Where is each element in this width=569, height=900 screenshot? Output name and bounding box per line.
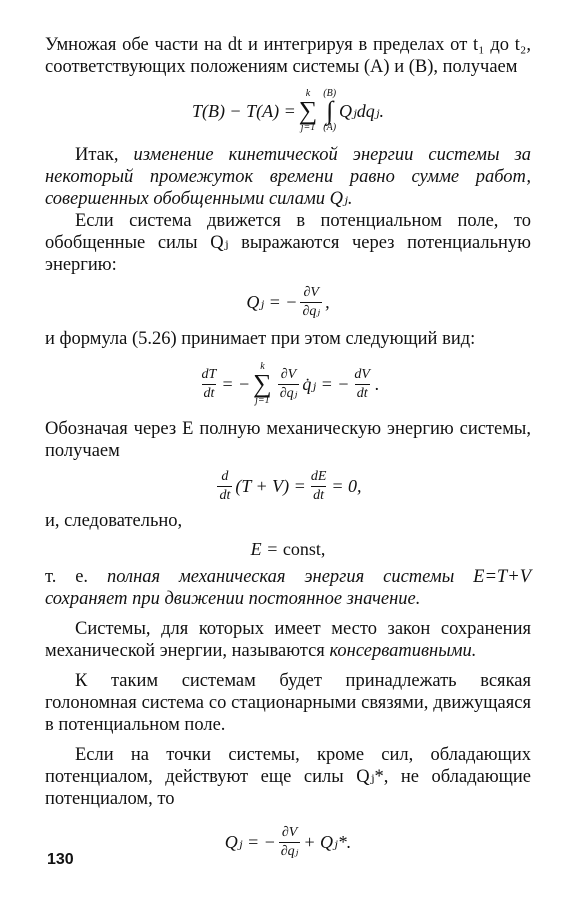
numerator: d — [221, 468, 229, 484]
numerator: ∂V — [303, 284, 319, 300]
page-number: 130 — [47, 851, 74, 868]
sum-upper-limit: k — [305, 88, 311, 99]
numerator: dE — [310, 468, 327, 484]
paragraph-formula-form: и формула (5.26) принимает при этом следующий вид: — [45, 329, 476, 349]
equation-lhs: Qⱼ = − — [246, 292, 298, 312]
conclusion-lead: Итак, — [75, 145, 119, 165]
fraction — [300, 286, 322, 319]
numerator: ∂V — [281, 824, 298, 840]
conclusion-italic: изменение кинетической энергии системы за некоторый промежуток времени равно сумме работ, совершенных обобщенными силами Qⱼ. — [45, 145, 531, 209]
fraction — [217, 470, 232, 503]
paragraph-potential-field: Если система движется в потенциальном поле, то обобщенные силы Qⱼ выражаются через потенциальную энергию: — [45, 211, 531, 275]
sum-symbol: ∑ — [298, 96, 318, 125]
equation-rhs: const, — [282, 539, 326, 559]
fraction — [309, 470, 329, 503]
paragraph-nonpotential-forces: Если на точки системы, кроме сил, обладающих потенциалом, действуют еще силы Qⱼ*, не обладающие потенциалом, то — [45, 745, 531, 809]
equation-energy-conservation — [45, 462, 531, 510]
fraction — [352, 368, 372, 401]
equation-tail: . — [374, 374, 380, 394]
statement-italic: полная механическая энергия системы E=T+V сохраняет при движении постоянное значение. — [45, 567, 532, 609]
sum-lower-limit: j=1 — [255, 395, 270, 406]
denominator: dt — [203, 385, 215, 401]
equation-tail: + Qⱼ*. — [303, 832, 352, 852]
equation-lhs: T(B) − T(A) = — [191, 101, 296, 121]
denominator: dt — [356, 385, 368, 401]
equation-operator: (T + V) = — [235, 476, 306, 496]
equation-energy-change — [45, 78, 531, 144]
paragraph-intro: Умножая обе части на dt и интегрируя в пределах от t₁ до t₂, соответствующих положениям системы (A) и (B), получаем — [45, 35, 531, 77]
denominator: ∂qⱼ — [279, 385, 298, 401]
definition-text: Системы, для которых имеет место закон сохранения механической энергии, называются — [45, 619, 531, 661]
paragraph-holonomic: К таким системам будет принадлежать всякая голономная система со стационарными связями, движущаяся в потенциальном поле. — [45, 671, 531, 735]
equation-energy-derivative — [45, 350, 531, 418]
integral-upper-limit: (B) — [323, 88, 337, 99]
paragraph-total-energy: Обозначая через E полную механическую энергию системы, получаем — [45, 419, 531, 461]
numerator: dT — [201, 366, 217, 382]
equation-generalized-force — [45, 276, 531, 328]
sum-upper-limit: k — [260, 361, 265, 372]
numerator: dV — [354, 366, 370, 382]
fraction — [200, 368, 219, 401]
paragraph-conservative-systems — [45, 618, 531, 662]
sum-lower-limit: j=1 — [300, 122, 316, 133]
sum-operator — [299, 89, 318, 133]
paragraph-conservation-statement — [45, 566, 531, 610]
equation-operator: = − — [221, 374, 251, 394]
sum-symbol: ∑ — [253, 369, 272, 398]
equation-tail: , — [325, 292, 330, 312]
fraction — [278, 368, 300, 401]
integral-symbol: ∫ — [326, 96, 334, 125]
integrand: Qⱼdqⱼ. — [339, 101, 385, 121]
fraction — [279, 826, 301, 859]
equation-energy-const — [45, 532, 531, 566]
equation-lhs: Qⱼ = − — [224, 832, 276, 852]
equation-total-force — [45, 810, 531, 874]
sum-operator — [253, 362, 272, 406]
denominator: ∂qⱼ — [280, 843, 299, 859]
numerator: ∂V — [280, 366, 297, 382]
statement-lead: т. е. — [45, 567, 89, 587]
denominator: ∂qⱼ — [302, 303, 321, 319]
equation-operator: q̇ⱼ = − — [302, 374, 350, 394]
integral-operator — [323, 89, 336, 133]
denominator: dt — [219, 487, 231, 503]
definition-term: консервативными. — [329, 641, 477, 661]
equation-tail: = 0, — [331, 476, 362, 496]
paragraph-consequently: и, следовательно, — [45, 511, 183, 531]
integral-lower-limit: (A) — [323, 122, 337, 133]
denominator: dt — [313, 487, 325, 503]
paragraph-conclusion-kinetic — [45, 144, 531, 210]
equation-lhs: E = — [250, 539, 279, 559]
